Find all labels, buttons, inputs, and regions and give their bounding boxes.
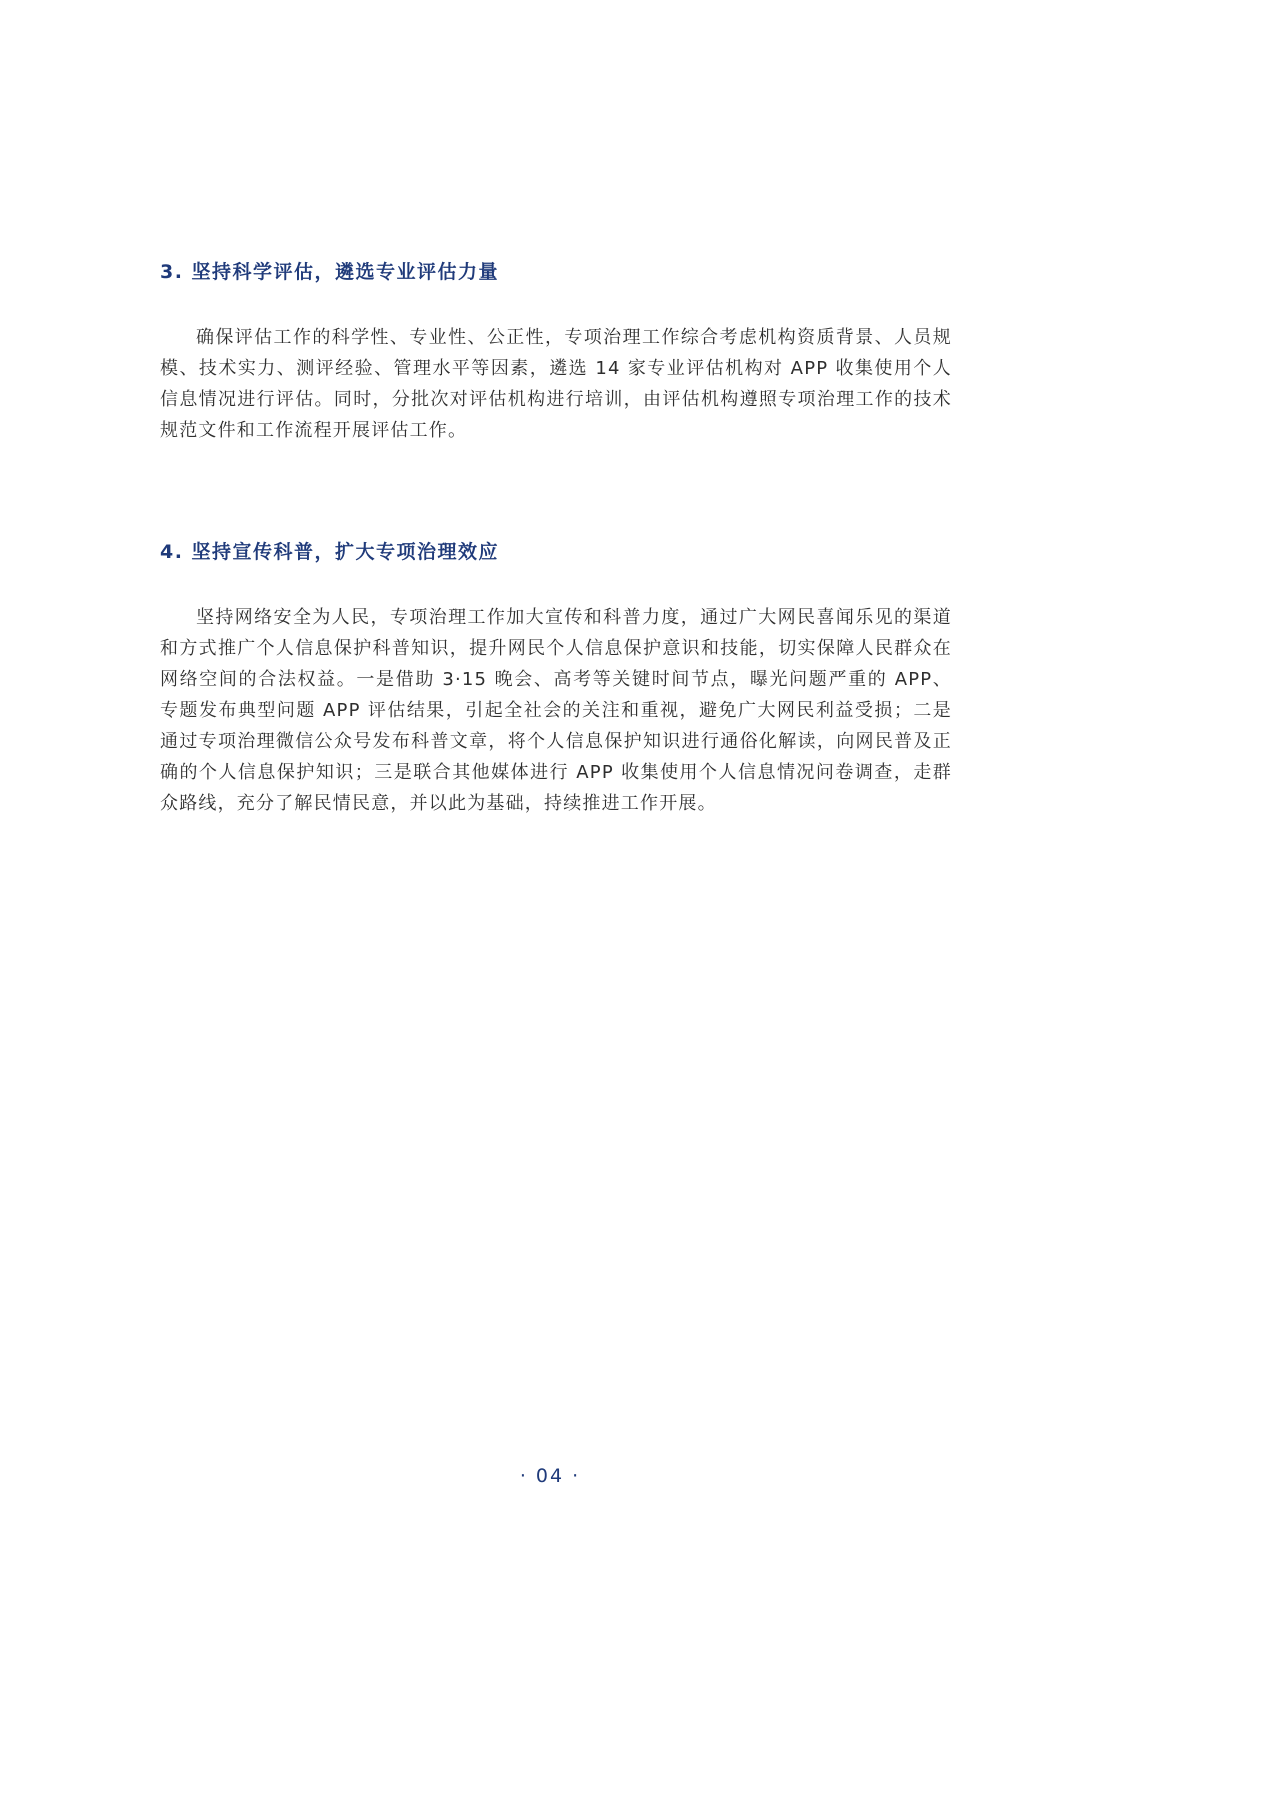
- section-scientific-evaluation: [160, 258, 952, 446]
- section-paragraph: 坚持网络安全为人民，专项治理工作加大宣传和科普力度，通过广大网民喜闻乐见的渠道和方式推广个人信息保护科普知识，提升网民个人信息保护意识和技能，切实保障人民群众在网络空间的合法权益。一是借助 3·15 晚会、高考等关键时间节点，曝光问题严重的 APP、专题发布典型问题 APP 评估结果，引起全社会的关注和重视，避免广大网民利益受损；二是通过专项治理微信公众号发布科普文章，将个人信息保护知识进行通俗化解读，向网民普及正确的个人信息保护知识；三是联合其他媒体进行 APP 收集使用个人信息情况问卷调查，走群众路线，充分了解民情民意，并以此为基础，持续推进工作开展。: [160, 607, 952, 814]
- section-heading: 4. 坚持宣传科普，扩大专项治理效应: [160, 541, 500, 563]
- page-number: · 04 ·: [519, 1465, 581, 1487]
- section-heading: 3. 坚持科学评估，遴选专业评估力量: [160, 261, 500, 283]
- section-publicity-outreach: [160, 538, 952, 819]
- section-paragraph: 确保评估工作的科学性、专业性、公正性，专项治理工作综合考虑机构资质背景、人员规模、技术实力、测评经验、管理水平等因素，遴选 14 家专业评估机构对 APP 收集使用个人信息情况进行评估。同时，分批次对评估机构进行培训，由评估机构遵照专项治理工作的技术规范文件和工作流程开展评估工作。: [160, 327, 952, 441]
